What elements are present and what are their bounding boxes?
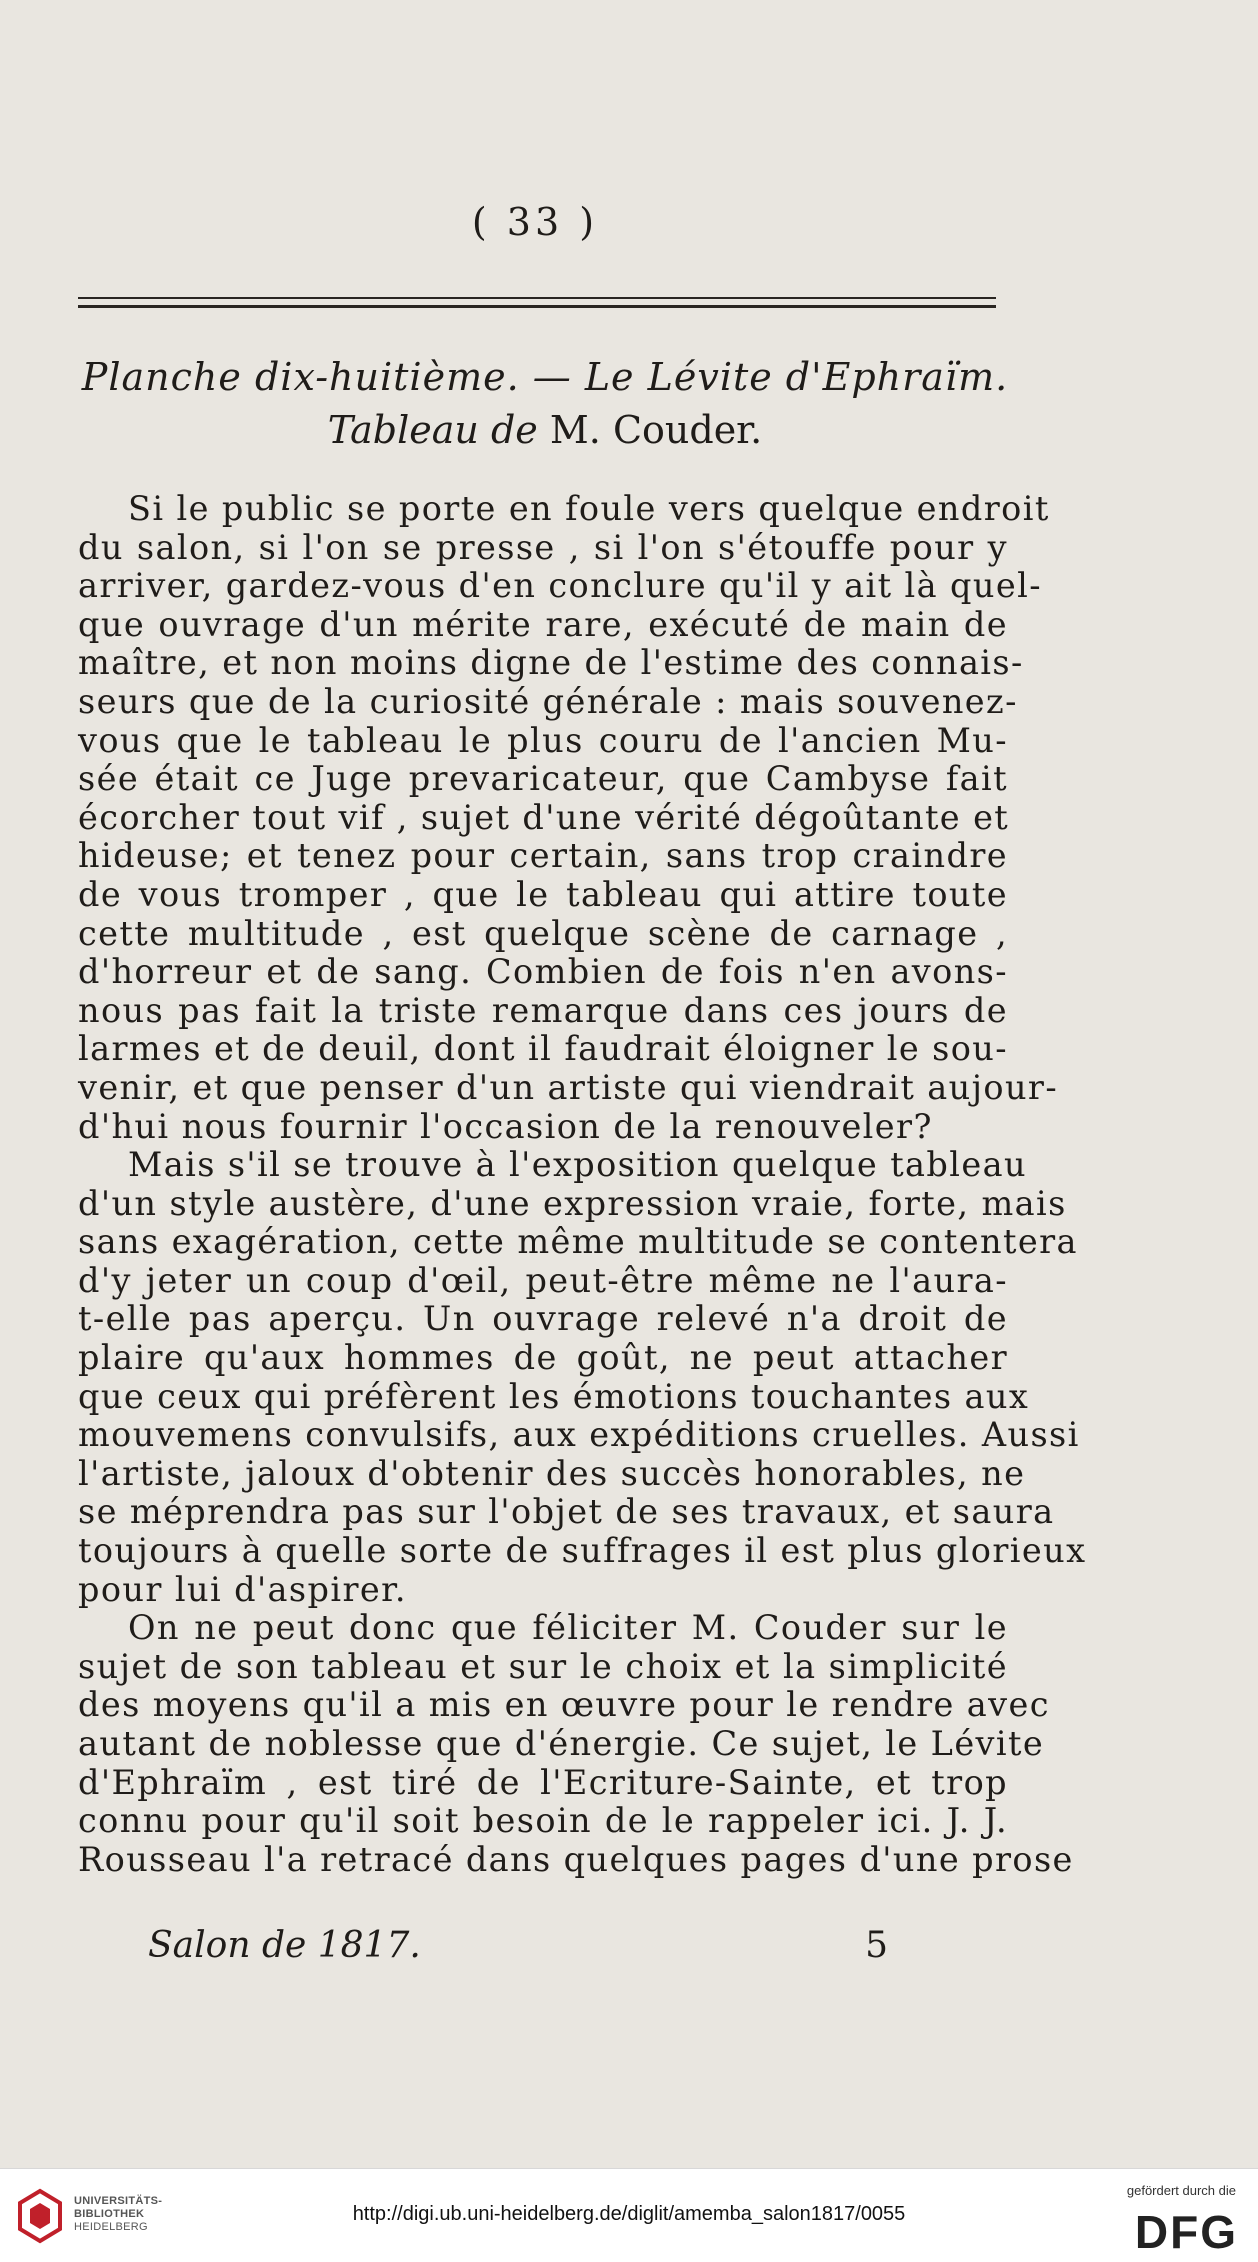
text-line: d'y jeter un coup d'œil, peut-être même ne l'aura-	[78, 1260, 1008, 1300]
text-line: t-elle pas aperçu. Un ouvrage relevé n'a droit de	[78, 1299, 1008, 1339]
text-line: se méprendra pas sur l'objet de ses travaux, et saura	[78, 1492, 1055, 1532]
text-line: seurs que de la curiosité générale : mais souvenez-	[78, 681, 1018, 721]
text-line: On ne peut donc que féliciter M. Couder sur le	[128, 1608, 1008, 1648]
text-line: écorcher tout vif , sujet d'une vérité dégoûtante et	[78, 797, 1010, 837]
text-line: plaire qu'aux hommes de goût, ne peut attacher	[78, 1338, 1008, 1378]
attribution-italic: Tableau de	[327, 408, 538, 452]
text-line: toujours à quelle sorte de suffrages il est plus glorieux	[78, 1531, 1087, 1571]
text-line: de vous tromper , que le tableau qui attire toute	[78, 874, 1008, 914]
permalink-url[interactable]: http://digi.ub.uni-heidelberg.de/diglit/amemba_salon1817/0055	[352, 2203, 906, 2225]
header-rule-thick	[78, 305, 996, 308]
painting-attribution	[0, 408, 1090, 452]
text-line: sée était ce Juge prevaricateur, que Cambyse fait	[78, 759, 1008, 799]
text-line: d'horreur et de sang. Combien de fois n'en avons-	[78, 952, 1008, 992]
library-name-line2: BIBLIOTHEK	[74, 2208, 145, 2220]
text-line: hideuse; et tenez pour certain, sans trop craindre	[78, 836, 1008, 876]
page-footer	[148, 1925, 888, 1966]
text-line: d'hui nous fournir l'occasion de la renouveler?	[78, 1106, 933, 1146]
text-line: Rousseau l'a retracé dans quelques pages d'une prose	[78, 1839, 1074, 1879]
text-line: que ceux qui préfèrent les émotions touchantes aux	[78, 1376, 1030, 1416]
plate-title: Planche dix-huitième. — Le Lévite d'Ephraïm.	[81, 355, 1009, 399]
text-line: des moyens qu'il a mis en œuvre pour le rendre avec	[78, 1685, 1050, 1725]
text-line: connu pour qu'il soit besoin de le rappeler ici. J. J.	[78, 1801, 1008, 1841]
text-line: Si le public se porte en foule vers quelque endroit	[128, 489, 1050, 528]
funded-by-label: gefördert durch die	[1126, 2183, 1236, 2198]
text-line: sans exagération, cette même multitude se contentera	[78, 1222, 1078, 1262]
text-line: maître, et non moins digne de l'estime des connais-	[78, 643, 1024, 683]
signature: Salon de 1817.	[148, 1925, 421, 1966]
dfg-logo: DFG	[1134, 2206, 1238, 2258]
text-line: l'artiste, jaloux d'obtenir des succès honorables, ne	[78, 1453, 1026, 1493]
viewer-footer-bar	[0, 2168, 1258, 2262]
header-rule-thin	[78, 297, 996, 299]
signature-mark: 5	[865, 1925, 888, 1966]
text-line: mouvemens convulsifs, aux expéditions cruelles. Aussi	[78, 1415, 1080, 1455]
library-name-line3: HEIDELBERG	[74, 2221, 148, 2233]
text-line: d'Ephraïm , est tiré de l'Ecriture-Sainte, et trop	[78, 1762, 1008, 1802]
text-line: larmes et de deuil, dont il faudrait éloigner le sou-	[78, 1029, 1008, 1069]
text-line: autant de noblesse que d'énergie. Ce sujet, le Lévite	[78, 1724, 1045, 1763]
text-line: arriver, gardez-vous d'en conclure qu'il y ait là quel-	[78, 566, 1042, 606]
text-line: venir, et que penser d'un artiste qui viendrait aujour-	[78, 1067, 1059, 1107]
page-number: ( 33 )	[471, 200, 599, 244]
text-line: vous que le tableau le plus couru de l'ancien Mu-	[78, 720, 1008, 760]
text-line: sujet de son tableau et sur le choix et la simplicité	[78, 1646, 1008, 1686]
text-line: d'un style austère, d'une expression vraie, forte, mais	[78, 1183, 1067, 1223]
attribution-painter: M. Couder.	[549, 408, 763, 452]
body-text	[78, 489, 1087, 1879]
text-line: Mais s'il se trouve à l'exposition quelque tableau	[128, 1145, 1027, 1185]
text-line: cette multitude , est quelque scène de carnage ,	[78, 913, 1008, 953]
text-line: que ouvrage d'un mérite rare, exécuté de main de	[78, 604, 1008, 644]
text-line: pour lui d'aspirer.	[78, 1569, 407, 1609]
library-name-line1: UNIVERSITÄTS-	[74, 2195, 163, 2207]
text-line: nous pas fait la triste remarque dans ces jours de	[78, 990, 1008, 1030]
text-line: du salon, si l'on se presse , si l'on s'étouffe pour y	[78, 527, 1008, 567]
